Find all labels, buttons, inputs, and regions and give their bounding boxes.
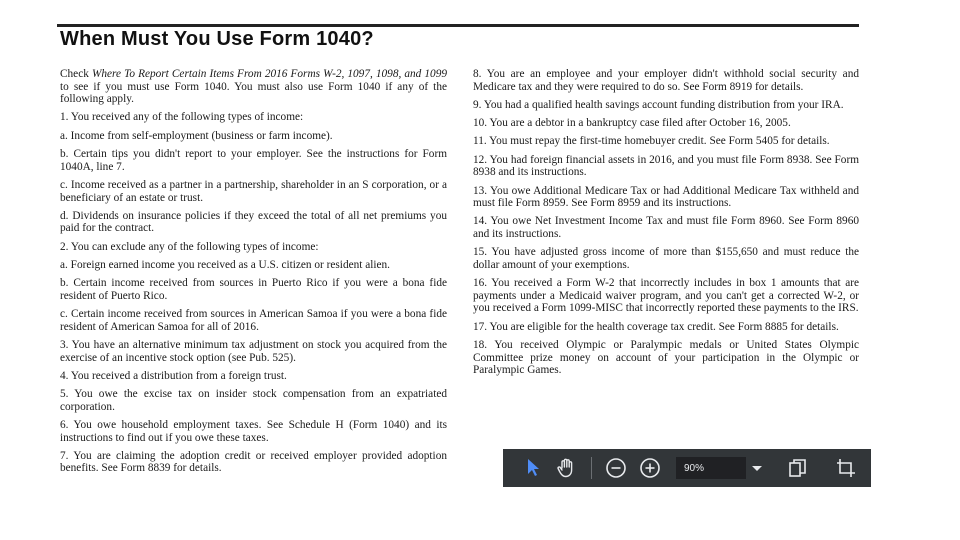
hand-tool-button[interactable] [553,454,581,482]
list-item: 18. You received Olympic or Paralympic medals or United States Olympic Committee prize money on account of your participation in the Olympic or Paralympic Games. [473,338,859,377]
select-tool-button[interactable] [519,454,547,482]
zoom-in-button[interactable] [636,454,664,482]
intro-pre: Check [60,68,92,80]
hand-icon [556,457,578,479]
list-item: a. Foreign earned income you received as a U.S. citizen or resident alien. [60,258,390,271]
list-item: c. Income received as a partner in a partnership, shareholder in an S corporation, or a beneficiary of an estate or trust. [60,178,447,204]
list-item: 13. You owe Additional Medicare Tax or had Additional Medicare Tax withheld and must file Form 8959. See Form 8959 and its instructions. [473,184,859,210]
zoom-out-button[interactable] [602,454,630,482]
pointer-icon [525,458,541,478]
list-item: b. Certain tips you didn't report to your employer. See the instructions for Form 1040A, line 7. [60,148,447,173]
list-item: 1. You received any of the following types of income: [60,111,304,124]
list-item: 9. You had a qualified health savings account funding distribution from your IRA. [473,98,844,111]
list-item: 10. You are a debtor in a bankruptcy case filed after October 16, 2005. [473,117,791,130]
copy-button[interactable] [784,454,812,482]
left-column [60,68,447,481]
list-item: c. Certain income received from sources in American Samoa if you were a bona fide resident of American Samoa for all of 2016. [60,308,447,333]
page-title: When Must You Use Form 1040? [60,28,374,50]
zoom-level-value: 90% [684,462,705,474]
list-item: 11. You must repay the first-time homebuyer credit. See Form 5405 for details. [473,135,830,148]
pdf-toolbar [503,449,871,487]
list-item: 8. You are an employee and your employer didn't withhold social security and Medicare tax and they were required to do so. See Form 8919 for details. [473,68,859,93]
list-item: 6. You owe household employment taxes. See Schedule H (Form 1040) and its instructions to find out if you owe these taxes. [60,419,447,444]
list-item: 3. You have an alternative minimum tax adjustment on stock you acquired from the exercise of an incentive stock option (see Pub. 525). [60,338,447,364]
list-item: b. Certain income received from sources in Puerto Rico if you were a bona fide resident of Puerto Rico. [60,277,447,302]
list-item: 4. You received a distribution from a foreign trust. [60,369,287,382]
crop-button[interactable] [832,454,860,482]
chevron-down-icon[interactable] [752,466,762,471]
list-item: d. Dividends on insurance policies if they exceed the total of all net premiums you paid for the contract. [60,209,447,235]
intro-paragraph [60,68,447,106]
list-item: 14. You owe Net Investment Income Tax and must file Form 8960. See Form 8960 and its instructions. [473,215,859,241]
crop-icon [835,457,857,479]
zoom-level-field[interactable] [676,457,746,479]
list-item: 15. You have adjusted gross income of more than $155,650 and must reduce the dollar amount of your exemptions. [473,246,859,271]
title-rule [57,24,859,27]
list-item: 5. You owe the excise tax on insider stock compensation from an expatriated corporation. [60,388,447,413]
toolbar-divider [591,457,592,479]
list-item: 7. You are claiming the adoption credit or received employer provided adoption benefits. See Form 8839 for details. [60,449,447,475]
intro-reference: Where To Report Certain Items From 2016 Forms W-2, 1097, 1098, and 1099 [91,68,448,80]
list-item: 2. You can exclude any of the following types of income: [60,240,319,253]
list-item: 12. You had foreign financial assets in 2016, and you must file Form 8938. See Form 8938 and its instructions. [473,153,859,179]
zoom-out-icon [605,457,627,479]
list-item: a. Income from self-employment (business or farm income). [60,129,333,142]
right-column [473,68,859,382]
copy-icon [787,457,809,479]
list-item: 16. You received a Form W-2 that incorrectly includes in box 1 amounts that are payments under a Medicaid waiver program, and you can't get a corrected W-2, or you received a Form 1099-MISC that incorrectly reported these payments to the IRS. [473,277,859,315]
zoom-in-icon [639,457,661,479]
intro-post: to see if you must use Form 1040. You must also use Form 1040 if any of the following apply. [60,80,447,106]
list-item: 17. You are eligible for the health coverage tax credit. See Form 8885 for details. [473,320,839,333]
